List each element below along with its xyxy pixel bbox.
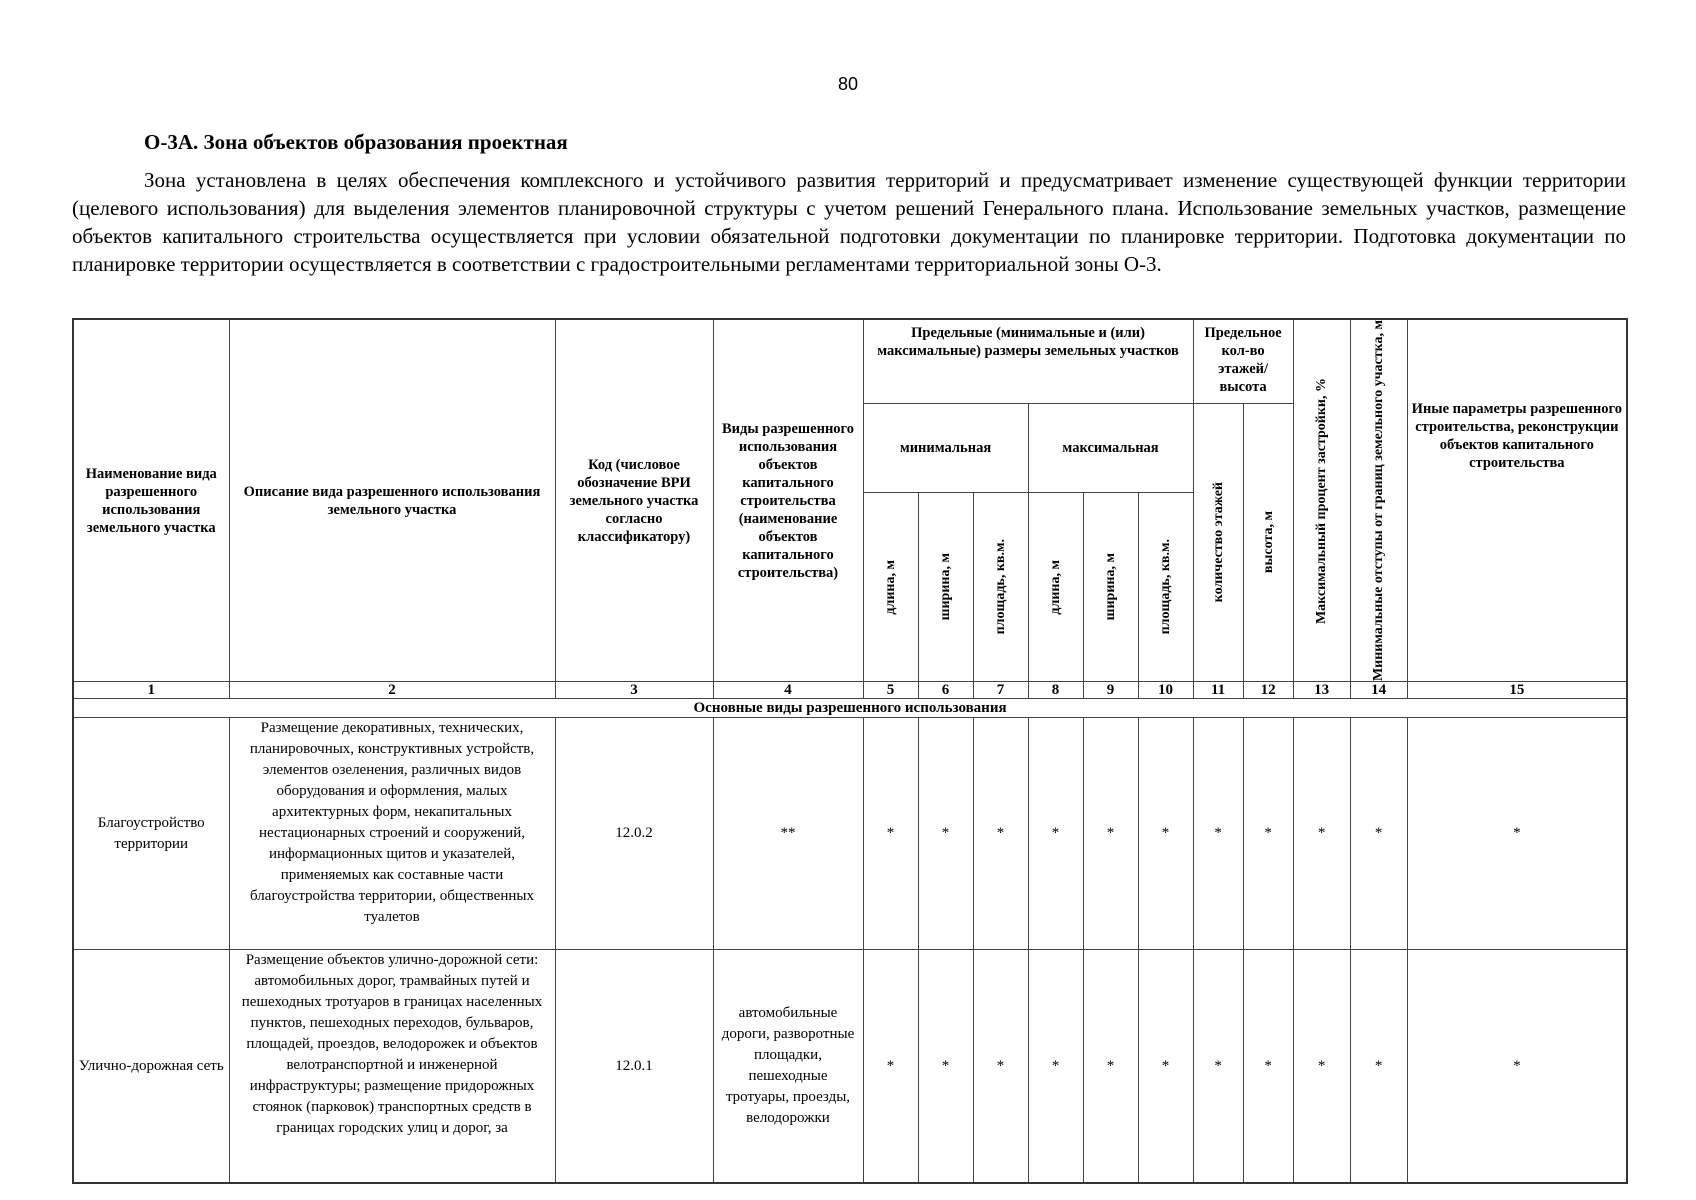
header-width-max-text: ширина, м xyxy=(1103,553,1118,621)
column-number: 15 xyxy=(1407,682,1627,699)
header-floors-group: Предельное кол-во этажей/ высота xyxy=(1193,319,1293,403)
param-cell: * xyxy=(1083,950,1138,1184)
param-cell: * xyxy=(973,718,1028,950)
header-max-coverage xyxy=(1293,319,1350,682)
oks-types-cell: ** xyxy=(713,718,863,950)
header-width-min xyxy=(918,493,973,682)
column-numbers-row xyxy=(73,682,1627,699)
param-cell: * xyxy=(1193,718,1243,950)
column-number: 13 xyxy=(1293,682,1350,699)
column-number: 7 xyxy=(973,682,1028,699)
header-width-min-text: ширина, м xyxy=(938,553,953,621)
param-cell: * xyxy=(1028,718,1083,950)
header-min-group: минимальная xyxy=(863,403,1028,493)
table-row xyxy=(73,950,1627,1184)
header-width-max xyxy=(1083,493,1138,682)
header-length-min xyxy=(863,493,918,682)
param-cell: * xyxy=(863,718,918,950)
column-number: 6 xyxy=(918,682,973,699)
header-min-setback-text: Минимальные отступы от границ земельного участка, м xyxy=(1371,320,1387,682)
param-cell: * xyxy=(918,950,973,1184)
param-cell: * xyxy=(1350,950,1407,1184)
page-number: 80 xyxy=(837,74,859,94)
param-cell: * xyxy=(1350,718,1407,950)
vri-description-cell: Размещение декоративных, технических, планировочных, конструктивных устройств, элементов озеленения, различных видов оборудования и оформления, малых архитектурных форм, некапитальных нестационарных строений и сооружений, информационных щитов и указателей, применяемых как составные части благоустройства территории, общественных туалетов xyxy=(229,718,555,950)
header-length-max-text: длина, м xyxy=(1048,559,1063,615)
param-cell: * xyxy=(1193,950,1243,1184)
vri-name-cell: Благоустройство территории xyxy=(73,718,229,950)
column-number: 10 xyxy=(1138,682,1193,699)
section-row xyxy=(73,699,1627,718)
header-area-min-text: площадь, кв.м. xyxy=(993,539,1008,635)
header-height xyxy=(1243,403,1293,682)
header-vri-code: Код (числовое обозначение ВРИ земельного участка согласно классификатору) xyxy=(555,319,713,682)
header-min-setback xyxy=(1350,319,1407,682)
param-cell: * xyxy=(918,718,973,950)
param-cell: * xyxy=(1243,950,1293,1184)
param-cell: * xyxy=(1293,718,1350,950)
header-other-params: Иные параметры разрешенного строительства, реконструкции объектов капитального строительства xyxy=(1407,319,1627,682)
param-cell: * xyxy=(1293,950,1350,1184)
vri-description-text: Размещение объектов улично-дорожной сети: автомобильных дорог, трамвайных путей и пешеходных тротуаров в границах населенных пунктов, пешеходных переходов, бульваров, площадей, проездов, велодорожек и объектов велотранспортной и инженерной инфраструктуры; размещение придорожных стоянок (парковок) транспортных средств в границах городских улиц и дорог, за xyxy=(241,952,543,1137)
header-length-min-text: длина, м xyxy=(883,559,898,615)
param-cell: * xyxy=(1407,718,1627,950)
header-vri-name: Наименование вида разрешенного использования земельного участка xyxy=(73,319,229,682)
param-cell: * xyxy=(1138,718,1193,950)
header-limits-group: Предельные (минимальные и (или) максимальные) размеры земельных участков xyxy=(863,319,1193,403)
intro-text: Зона установлена в целях обеспечения комплексного и устойчивого развития территорий и предусматривает изменение существующей функции территории (целевого использования) для выделения элементов планировочной структуры с учетом решений Генерального плана. Использование земельных участков, размещение объектов капитального строительства осуществляется при условии обязательной подготовки документации по планировке территории. Подготовка документации по планировке территории осуществляется в соответствии с градостроительными регламентами территориальной зоны О-3. xyxy=(72,168,1626,276)
param-cell: * xyxy=(1083,718,1138,950)
section-title: Основные виды разрешенного использования xyxy=(73,699,1627,718)
header-area-max xyxy=(1138,493,1193,682)
column-number: 9 xyxy=(1083,682,1138,699)
param-cell: * xyxy=(1407,950,1627,1184)
column-number: 3 xyxy=(555,682,713,699)
vri-name-cell: Улично-дорожная сеть xyxy=(73,950,229,1184)
header-floors-count xyxy=(1193,403,1243,682)
column-number: 2 xyxy=(229,682,555,699)
vri-description-cell xyxy=(229,950,555,1184)
header-vri-description: Описание вида разрешенного использования земельного участка xyxy=(229,319,555,682)
vri-code-cell: 12.0.1 xyxy=(555,950,713,1184)
table-row xyxy=(73,718,1627,950)
param-cell: * xyxy=(863,950,918,1184)
header-area-max-text: площадь, кв.м. xyxy=(1158,539,1174,635)
header-floors-count-text: количество этажей xyxy=(1210,482,1226,603)
vri-code-cell: 12.0.2 xyxy=(555,718,713,950)
param-cell: * xyxy=(1028,950,1083,1184)
column-number: 12 xyxy=(1243,682,1293,699)
param-cell: * xyxy=(1243,718,1293,950)
header-max-coverage-text: Максимальный процент застройки, % xyxy=(1314,377,1330,624)
param-cell: * xyxy=(1138,950,1193,1184)
header-row-1 xyxy=(73,319,1627,403)
column-number: 8 xyxy=(1028,682,1083,699)
column-number: 5 xyxy=(863,682,918,699)
header-length-max xyxy=(1028,493,1083,682)
header-oks-types: Виды разрешенного использования объектов капитального строительства (наименование объектов капитального строительства) xyxy=(713,319,863,682)
section-heading: О-3А. Зона объектов образования проектная xyxy=(144,130,568,154)
header-height-text: высота, м xyxy=(1260,511,1276,574)
column-number: 14 xyxy=(1350,682,1407,699)
header-area-min xyxy=(973,493,1028,682)
intro-paragraph xyxy=(72,166,1626,278)
column-number: 11 xyxy=(1193,682,1243,699)
column-number: 1 xyxy=(73,682,229,699)
column-number: 4 xyxy=(713,682,863,699)
zone-regulations-table xyxy=(72,318,1628,1184)
param-cell: * xyxy=(973,950,1028,1184)
header-max-group: максимальная xyxy=(1028,403,1193,493)
oks-types-cell: автомобильные дороги, разворотные площадки, пешеходные тротуары, проезды, велодорожки xyxy=(713,950,863,1184)
